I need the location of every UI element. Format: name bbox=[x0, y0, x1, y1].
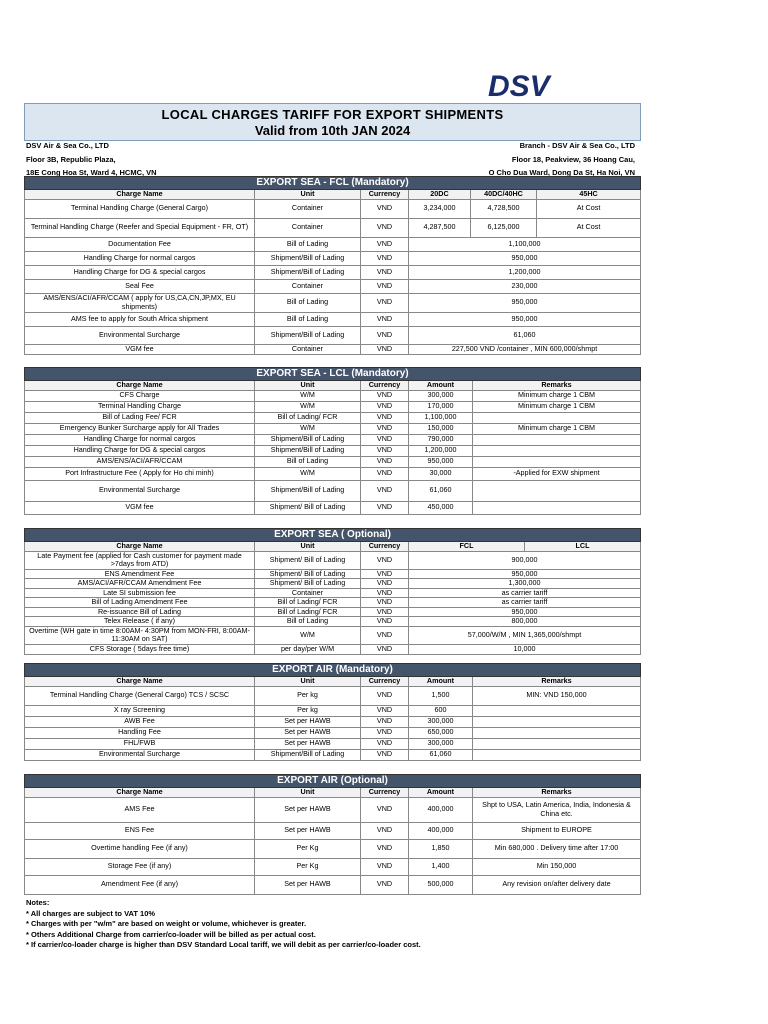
table-row bbox=[25, 598, 641, 608]
table-cell: ENS Amendment Fee bbox=[25, 569, 255, 579]
table-cell: VND bbox=[361, 480, 409, 501]
table-cell: Bill of Lading/ FCR bbox=[255, 412, 361, 423]
table-cell: 61,060 bbox=[409, 480, 473, 501]
table-cell bbox=[473, 749, 641, 760]
table-cell: VND bbox=[361, 822, 409, 839]
column-header: Amount bbox=[409, 788, 473, 798]
column-header: Unit bbox=[255, 381, 361, 391]
table-cell: 230,000 bbox=[409, 279, 641, 293]
section-heading: EXPORT AIR (Mandatory) bbox=[25, 664, 641, 677]
table-cell: 400,000 bbox=[409, 822, 473, 839]
table-cell: Shipment/ Bill of Lading bbox=[255, 569, 361, 579]
table-cell: VND bbox=[361, 749, 409, 760]
table-row bbox=[25, 199, 641, 218]
table-row bbox=[25, 445, 641, 456]
air-optional-table bbox=[24, 774, 641, 895]
table-cell: Handling Charge for normal cargos bbox=[25, 434, 255, 445]
table-cell: Bill of Lading/ FCR bbox=[255, 598, 361, 608]
svg-text:DSV: DSV bbox=[488, 72, 550, 98]
table-row bbox=[25, 467, 641, 480]
column-header: LCL bbox=[525, 542, 641, 552]
address-line: O Cho Dua Ward, Dong Da St, Ha Noi, VN bbox=[488, 168, 635, 177]
table-cell: Environmental Surcharge bbox=[25, 749, 255, 760]
table-cell bbox=[473, 716, 641, 727]
table-cell: 170,000 bbox=[409, 401, 473, 412]
table-cell: Per Kg bbox=[255, 858, 361, 875]
table-cell: Shipment to EUROPE bbox=[473, 822, 641, 839]
table-cell bbox=[473, 501, 641, 514]
table-cell: Shipment/Bill of Lading bbox=[255, 251, 361, 265]
table-row bbox=[25, 738, 641, 749]
table-cell: VND bbox=[361, 727, 409, 738]
table-cell: Terminal Handling Charge (General Cargo) bbox=[25, 199, 255, 218]
table-cell: Container bbox=[255, 344, 361, 354]
table-cell: Re-issuance Bill of Lading bbox=[25, 607, 255, 617]
table-cell: Bill of Lading bbox=[255, 293, 361, 312]
table-cell: VND bbox=[361, 293, 409, 312]
table-cell: X ray Screening bbox=[25, 705, 255, 716]
table-cell: Shipment/Bill of Lading bbox=[255, 326, 361, 344]
section-heading: EXPORT SEA ( Optional) bbox=[25, 529, 641, 542]
table-row bbox=[25, 644, 641, 654]
address-line: Branch - DSV Air & Sea Co., LTD bbox=[519, 141, 635, 150]
table-row bbox=[25, 588, 641, 598]
table-row bbox=[25, 456, 641, 467]
table-cell: 4,287,500 bbox=[409, 218, 471, 237]
table-cell: -Applied for EXW shipment bbox=[473, 467, 641, 480]
title-banner bbox=[24, 103, 641, 141]
table-cell: VND bbox=[361, 279, 409, 293]
table-row bbox=[25, 839, 641, 858]
column-header: Charge Name bbox=[25, 788, 255, 798]
table-cell: Handling Fee bbox=[25, 727, 255, 738]
table-cell: VND bbox=[361, 312, 409, 326]
table-row bbox=[25, 749, 641, 760]
table-cell: FHL/FWB bbox=[25, 738, 255, 749]
table-cell: 10,000 bbox=[409, 644, 641, 654]
table-cell: VND bbox=[361, 344, 409, 354]
table-cell: VND bbox=[361, 588, 409, 598]
table-cell: CFS Charge bbox=[25, 390, 255, 401]
table-cell: Late Payment fee (applied for Cash customer for payment made >7days from ATD) bbox=[25, 551, 255, 569]
table-cell: 1,850 bbox=[409, 839, 473, 858]
dsv-logo bbox=[488, 72, 608, 98]
column-header: Remarks bbox=[473, 381, 641, 391]
column-header: Currency bbox=[361, 542, 409, 552]
table-cell: VND bbox=[361, 705, 409, 716]
table-cell: Handling Charge for DG & special cargos bbox=[25, 445, 255, 456]
table-cell: 1,200,000 bbox=[409, 265, 641, 279]
table-cell: VND bbox=[361, 501, 409, 514]
column-header: Unit bbox=[255, 788, 361, 798]
table-row bbox=[25, 607, 641, 617]
table-cell: VND bbox=[361, 686, 409, 705]
table-row bbox=[25, 344, 641, 354]
table-cell: Set per HAWB bbox=[255, 738, 361, 749]
table-cell: VND bbox=[361, 237, 409, 251]
address-line: Floor 18, Peakview, 36 Hoang Cau, bbox=[511, 154, 635, 164]
table-cell: Set per HAWB bbox=[255, 875, 361, 894]
table-row bbox=[25, 569, 641, 579]
table-cell: Shipment/Bill of Lading bbox=[255, 480, 361, 501]
table-cell bbox=[473, 434, 641, 445]
column-header: Remarks bbox=[473, 788, 641, 798]
table-cell: Container bbox=[255, 588, 361, 598]
table-cell: Terminal Handling Charge (General Cargo) TCS / SCSC bbox=[25, 686, 255, 705]
table-cell: AMS/ENS/ACI/AFR/CCAM ( apply for US,CA,CN,JP,MX, EU shipments) bbox=[25, 293, 255, 312]
table-cell: Set per HAWB bbox=[255, 716, 361, 727]
table-cell: Environmental Surcharge bbox=[25, 480, 255, 501]
column-header: Currency bbox=[361, 381, 409, 391]
table-cell: Minimum charge 1 CBM bbox=[473, 401, 641, 412]
table-cell: per day/per W/M bbox=[255, 644, 361, 654]
column-header: Currency bbox=[361, 788, 409, 798]
table-cell: Seal Fee bbox=[25, 279, 255, 293]
table-cell: 950,000 bbox=[409, 456, 473, 467]
table-cell: Container bbox=[255, 199, 361, 218]
table-cell: 900,000 bbox=[409, 551, 641, 569]
column-header: Amount bbox=[409, 677, 473, 687]
column-header: Charge Name bbox=[25, 542, 255, 552]
table-row bbox=[25, 858, 641, 875]
table-cell: Late SI submission fee bbox=[25, 588, 255, 598]
table-cell: 950,000 bbox=[409, 569, 641, 579]
table-cell: Shipment/Bill of Lading bbox=[255, 445, 361, 456]
table-cell: as carrier tariff bbox=[409, 588, 641, 598]
table-cell: VGM fee bbox=[25, 501, 255, 514]
table-cell: Port Infrastructure Fee ( Apply for Ho chi minh) bbox=[25, 467, 255, 480]
table-cell: VND bbox=[361, 265, 409, 279]
table-cell bbox=[473, 705, 641, 716]
column-header: Currency bbox=[361, 677, 409, 687]
table-cell: Bill of Lading bbox=[255, 456, 361, 467]
table-cell: VND bbox=[361, 412, 409, 423]
table-row bbox=[25, 412, 641, 423]
table-cell: VND bbox=[361, 199, 409, 218]
column-header: Unit bbox=[255, 542, 361, 552]
column-header: 20DC bbox=[409, 190, 471, 200]
table-cell: 3,234,000 bbox=[409, 199, 471, 218]
table-cell: Container bbox=[255, 279, 361, 293]
table-cell: AMS fee to apply for South Africa shipment bbox=[25, 312, 255, 326]
table-cell: W/M bbox=[255, 401, 361, 412]
table-cell: VND bbox=[361, 456, 409, 467]
table-row bbox=[25, 279, 641, 293]
table-cell: Per Kg bbox=[255, 839, 361, 858]
table-cell: VND bbox=[361, 626, 409, 644]
table-cell: Overtime (WH gate in time 8:00AM- 4:30PM from MON-FRI, 8:00AM- 11:30AM on SAT) bbox=[25, 626, 255, 644]
column-header: Charge Name bbox=[25, 677, 255, 687]
table-cell: 950,000 bbox=[409, 293, 641, 312]
table-cell: 61,060 bbox=[409, 326, 641, 344]
table-row bbox=[25, 401, 641, 412]
table-cell bbox=[473, 480, 641, 501]
table-cell: 450,000 bbox=[409, 501, 473, 514]
lcl-table bbox=[24, 367, 641, 515]
table-cell: VND bbox=[361, 617, 409, 627]
table-cell: 227,500 VND /container , MIN 600,000/shmpt bbox=[409, 344, 641, 354]
table-cell: CFS Storage ( 5days free time) bbox=[25, 644, 255, 654]
table-row bbox=[25, 251, 641, 265]
table-cell: AMS/ACI/AFR/CCAM Amendment Fee bbox=[25, 579, 255, 589]
table-row bbox=[25, 237, 641, 251]
table-cell: Bill of Lading bbox=[255, 617, 361, 627]
column-header: Unit bbox=[255, 190, 361, 200]
table-cell: Storage Fee (if any) bbox=[25, 858, 255, 875]
table-cell: Set per HAWB bbox=[255, 797, 361, 822]
table-cell: VND bbox=[361, 607, 409, 617]
address-line: 18E Cong Hoa St, Ward 4, HCMC, VN bbox=[26, 168, 157, 177]
table-cell: Shipment/ Bill of Lading bbox=[255, 579, 361, 589]
table-cell: Terminal Handling Charge bbox=[25, 401, 255, 412]
column-header: Amount bbox=[409, 381, 473, 391]
table-cell: 500,000 bbox=[409, 875, 473, 894]
table-row bbox=[25, 686, 641, 705]
table-row bbox=[25, 326, 641, 344]
table-cell: 950,000 bbox=[409, 607, 641, 617]
table-cell: 1,500 bbox=[409, 686, 473, 705]
table-cell: 790,000 bbox=[409, 434, 473, 445]
note-line: * All charges are subject to VAT 10% bbox=[26, 908, 156, 918]
table-cell: VND bbox=[361, 797, 409, 822]
table-cell: Min 150,000 bbox=[473, 858, 641, 875]
table-row bbox=[25, 716, 641, 727]
sea-optional-table bbox=[24, 528, 641, 655]
notes-heading: Notes: bbox=[26, 898, 50, 907]
table-cell: Amendment Fee (if any) bbox=[25, 875, 255, 894]
table-cell bbox=[473, 456, 641, 467]
fcl-table bbox=[24, 176, 641, 355]
table-cell: AWB Fee bbox=[25, 716, 255, 727]
table-row bbox=[25, 579, 641, 589]
table-cell: Shipment/Bill of Lading bbox=[255, 434, 361, 445]
note-line: * If carrier/co-loader charge is higher than DSV Standard Local tariff, we will debit as per carrier/co-loader cost. bbox=[26, 940, 421, 949]
table-cell: Documentation Fee bbox=[25, 237, 255, 251]
table-row bbox=[25, 312, 641, 326]
table-cell: 600 bbox=[409, 705, 473, 716]
table-cell: Bill of Lading/ FCR bbox=[255, 607, 361, 617]
table-cell: VND bbox=[361, 401, 409, 412]
table-row bbox=[25, 480, 641, 501]
table-row bbox=[25, 293, 641, 312]
table-cell: Handling Charge for normal cargos bbox=[25, 251, 255, 265]
column-header: 40DC/40HC bbox=[471, 190, 537, 200]
table-cell: VND bbox=[361, 467, 409, 480]
table-cell: Set per HAWB bbox=[255, 822, 361, 839]
page-subtitle: Valid from 10th JAN 2024 bbox=[254, 123, 411, 138]
table-row bbox=[25, 423, 641, 434]
table-cell: AMS/ENS/ACI/AFR/CCAM bbox=[25, 456, 255, 467]
table-row bbox=[25, 626, 641, 644]
table-cell: as carrier tariff bbox=[409, 598, 641, 608]
page-title: LOCAL CHARGES TARIFF FOR EXPORT SHIPMENTS bbox=[161, 107, 504, 122]
table-cell: ENS Fee bbox=[25, 822, 255, 839]
column-header: Unit bbox=[255, 677, 361, 687]
table-cell: Shipment/Bill of Lading bbox=[255, 265, 361, 279]
table-cell: VND bbox=[361, 390, 409, 401]
table-cell: 800,000 bbox=[409, 617, 641, 627]
table-cell: At Cost bbox=[537, 199, 641, 218]
table-cell: Per kg bbox=[255, 705, 361, 716]
table-cell: VND bbox=[361, 569, 409, 579]
table-cell bbox=[473, 412, 641, 423]
column-header: Charge Name bbox=[25, 190, 255, 200]
column-header: Remarks bbox=[473, 677, 641, 687]
address-line: DSV Air & Sea Co., LTD bbox=[26, 141, 109, 150]
table-cell: VND bbox=[361, 551, 409, 569]
table-cell: Container bbox=[255, 218, 361, 237]
table-cell: 300,000 bbox=[409, 716, 473, 727]
column-header: 45HC bbox=[537, 190, 641, 200]
table-cell bbox=[473, 445, 641, 456]
table-row bbox=[25, 797, 641, 822]
table-row bbox=[25, 265, 641, 279]
table-cell: Minimum charge 1 CBM bbox=[473, 423, 641, 434]
table-cell: VND bbox=[361, 738, 409, 749]
table-cell: VND bbox=[361, 218, 409, 237]
table-cell: VND bbox=[361, 716, 409, 727]
table-cell: Shipment/ Bill of Lading bbox=[255, 551, 361, 569]
table-cell: Bill of Lading bbox=[255, 237, 361, 251]
note-line: * Others Additional Charge from carrier/co-loader will be billed as per actual cost. bbox=[26, 929, 316, 939]
table-cell: Any revision on/after delivery date bbox=[473, 875, 641, 894]
table-cell: VND bbox=[361, 598, 409, 608]
table-cell: 1,100,000 bbox=[409, 237, 641, 251]
right-address bbox=[489, 139, 635, 180]
table-cell: VND bbox=[361, 875, 409, 894]
table-cell: VND bbox=[361, 434, 409, 445]
table-cell: VND bbox=[361, 423, 409, 434]
table-cell: Telex Release ( if any) bbox=[25, 617, 255, 627]
table-cell: Per kg bbox=[255, 686, 361, 705]
table-cell: 1,200,000 bbox=[409, 445, 473, 456]
table-row bbox=[25, 617, 641, 627]
table-cell bbox=[473, 738, 641, 749]
table-cell: 57,000/W/M , MIN 1,365,000/shmpt bbox=[409, 626, 641, 644]
table-cell: AMS Fee bbox=[25, 797, 255, 822]
table-cell: Set per HAWB bbox=[255, 727, 361, 738]
table-cell: VND bbox=[361, 839, 409, 858]
table-cell: Emergency Bunker Surcharge apply for All Trades bbox=[25, 423, 255, 434]
column-header: Charge Name bbox=[25, 381, 255, 391]
table-cell: VND bbox=[361, 445, 409, 456]
table-cell: At Cost bbox=[537, 218, 641, 237]
table-cell: Handling Charge for DG & special cargos bbox=[25, 265, 255, 279]
table-cell: VND bbox=[361, 858, 409, 875]
table-row bbox=[25, 705, 641, 716]
table-cell: Overtime handling Fee (if any) bbox=[25, 839, 255, 858]
column-header: FCL bbox=[409, 542, 525, 552]
table-cell: 300,000 bbox=[409, 738, 473, 749]
table-cell: W/M bbox=[255, 390, 361, 401]
table-cell: Min 680,000 . Delivery time after 17:00 bbox=[473, 839, 641, 858]
table-cell: W/M bbox=[255, 467, 361, 480]
table-row bbox=[25, 218, 641, 237]
table-cell: 1,100,000 bbox=[409, 412, 473, 423]
air-mandatory-table bbox=[24, 663, 641, 761]
section-heading: EXPORT SEA - LCL (Mandatory) bbox=[25, 368, 641, 381]
table-cell: W/M bbox=[255, 626, 361, 644]
address-line: Floor 3B, Republic Plaza, bbox=[26, 154, 116, 164]
table-row bbox=[25, 390, 641, 401]
table-cell: W/M bbox=[255, 423, 361, 434]
table-row bbox=[25, 501, 641, 514]
table-cell: VND bbox=[361, 251, 409, 265]
table-cell: 1,400 bbox=[409, 858, 473, 875]
table-cell: VND bbox=[361, 579, 409, 589]
table-cell: 300,000 bbox=[409, 390, 473, 401]
table-cell: Shpt to USA, Latin America, India, Indonesia & China etc. bbox=[473, 797, 641, 822]
table-cell: MIN: VND 150,000 bbox=[473, 686, 641, 705]
table-cell: 30,000 bbox=[409, 467, 473, 480]
table-cell: Bill of Lading Amendment Fee bbox=[25, 598, 255, 608]
table-cell bbox=[473, 727, 641, 738]
table-cell: Minimum charge 1 CBM bbox=[473, 390, 641, 401]
table-cell: Bill of Lading bbox=[255, 312, 361, 326]
table-row bbox=[25, 727, 641, 738]
table-cell: 150,000 bbox=[409, 423, 473, 434]
table-cell: VGM fee bbox=[25, 344, 255, 354]
table-cell: 400,000 bbox=[409, 797, 473, 822]
table-cell: VND bbox=[361, 644, 409, 654]
table-cell: Shipment/ Bill of Lading bbox=[255, 501, 361, 514]
table-row bbox=[25, 434, 641, 445]
table-cell: Shipment/Bill of Lading bbox=[255, 749, 361, 760]
column-header: Currency bbox=[361, 190, 409, 200]
table-cell: VND bbox=[361, 326, 409, 344]
table-cell: 950,000 bbox=[409, 312, 641, 326]
table-cell: 4,728,500 bbox=[471, 199, 537, 218]
note-line: * Charges with per "w/m" are based on weight or volume, whichever is greater. bbox=[26, 919, 307, 928]
table-cell: Bill of Lading Fee/ FCR bbox=[25, 412, 255, 423]
table-row bbox=[25, 822, 641, 839]
notes bbox=[26, 898, 421, 951]
section-heading: EXPORT AIR (Optional) bbox=[25, 775, 641, 788]
table-cell: 1,300,000 bbox=[409, 579, 641, 589]
left-address bbox=[26, 139, 157, 180]
table-cell: 650,000 bbox=[409, 727, 473, 738]
table-cell: Environmental Surcharge bbox=[25, 326, 255, 344]
section-heading: EXPORT SEA - FCL (Mandatory) bbox=[25, 177, 641, 190]
table-row bbox=[25, 551, 641, 569]
table-cell: 61,060 bbox=[409, 749, 473, 760]
table-cell: 6,125,000 bbox=[471, 218, 537, 237]
table-cell: Terminal Handling Charge (Reefer and Special Equipment - FR, OT) bbox=[25, 218, 255, 237]
table-cell: 950,000 bbox=[409, 251, 641, 265]
table-row bbox=[25, 875, 641, 894]
